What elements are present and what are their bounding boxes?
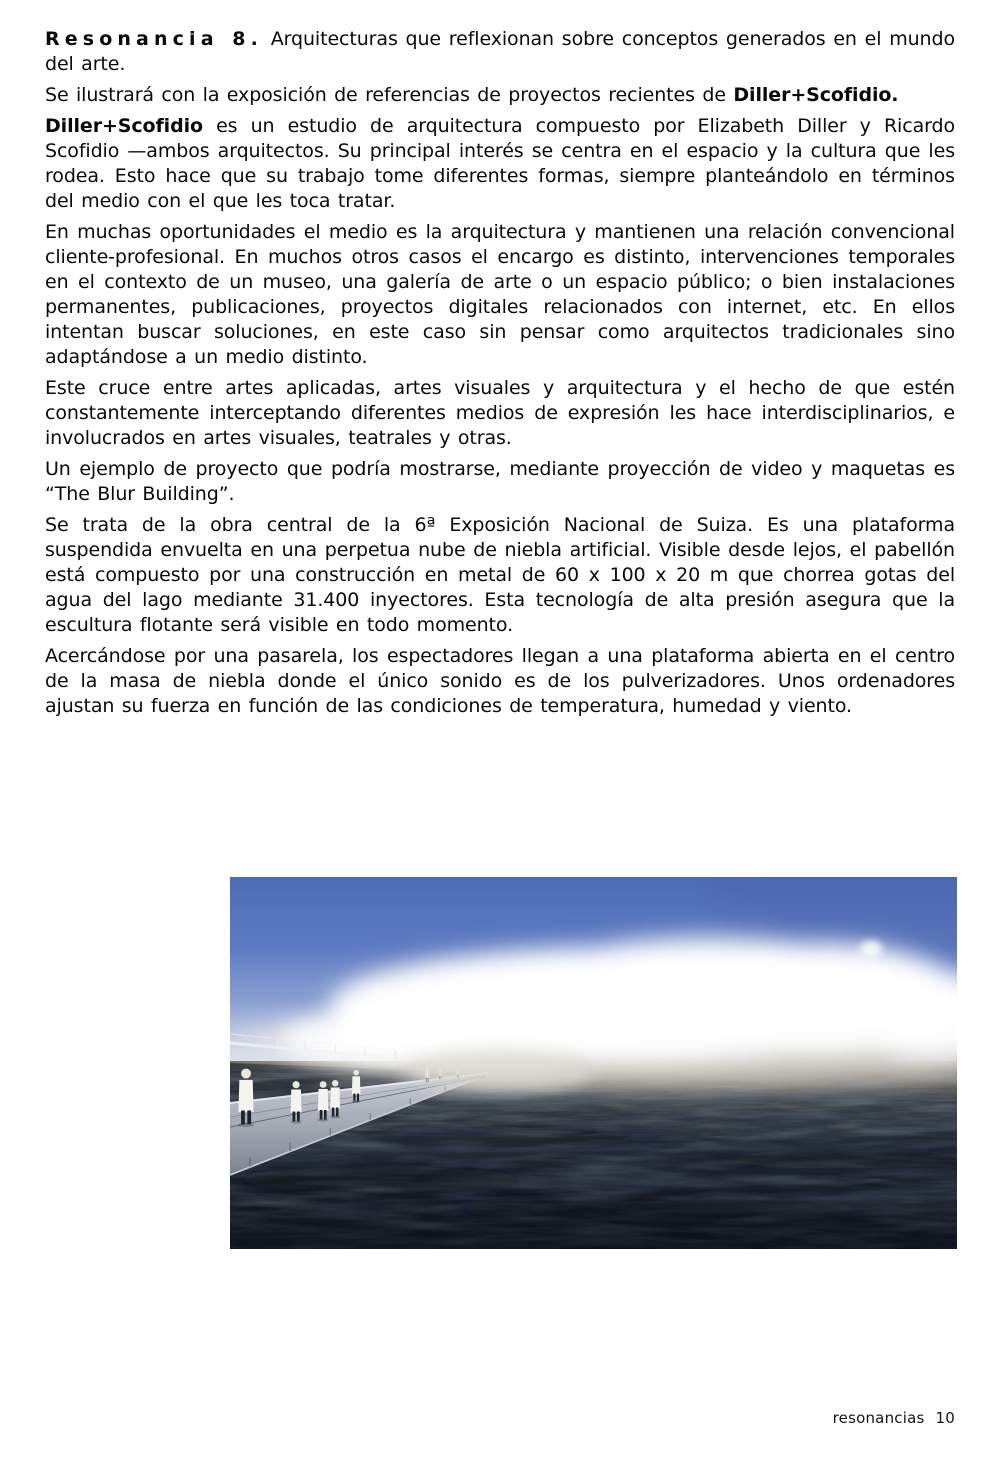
- paragraph-intro: Se ilustrará con la exposición de referencias de proyectos recientes de Diller+Scofidio.: [45, 84, 899, 106]
- paragraph-media: En muchas oportunidades el medio es la arquitectura y mantienen una relación convencional cliente-profesional. En muchos otros casos el encargo es distinto, intervenciones temporales en el contexto de un museo, una galería de arte o un espacio público; o bien instalaciones permanentes, publicaciones, proyectos digitales relacionados con internet, etc. En ellos intentan buscar soluciones, en este caso sin pensar como arquitectos tradicionales sino adaptándose a un medio distinto.: [45, 221, 955, 368]
- paragraph-pasarela: Acercándose por una pasarela, los espectadores llegan a una plataforma abierta en el centro de la masa de niebla donde el único sonido es de los pulverizadores. Unos ordenadores ajustan su fuerza en función de las condiciones de temperatura, humedad y viento.: [45, 645, 955, 717]
- section-title-rest: Arquitecturas que reflexionan sobre conceptos generados en el mundo del arte.: [45, 28, 955, 75]
- blur-building-illustration: [230, 877, 957, 1249]
- paragraph-studio: Diller+Scofidio es un estudio de arquitectura compuesto por Elizabeth Diller y Ricardo Scofidio —ambos arquitectos. Su principal interés se centra en el espacio y la cultura que les rodea. Esto hace que su trabajo tome diferentes formas, siempre planteándolo en términos del medio con el que les toca tratar.: [45, 115, 955, 212]
- studio-name: Diller+Scofidio.: [733, 84, 899, 106]
- section-title: Resonancia 8.: [45, 28, 263, 50]
- photo-vanishing-fog: [403, 1049, 593, 1093]
- footer-journal-name: resonancias: [832, 1409, 925, 1427]
- paragraph-example: Un ejemplo de proyecto que podría mostrarse, mediante proyección de video y maquetas es “The Blur Building”.: [45, 458, 955, 505]
- paragraph-crossover: Este cruce entre artes aplicadas, artes visuales y arquitectura y el hecho de que estén constantemente interceptando diferentes medios de expresión les hace interdisciplinarios, e involucrados en artes visuales, teatrales y otras.: [45, 377, 955, 449]
- studio-name: Diller+Scofidio: [45, 115, 203, 137]
- paragraph-title: [45, 27, 955, 77]
- page-footer: [833, 1409, 955, 1427]
- document-page: [0, 0, 1000, 719]
- paragraph-expo: Se trata de la obra central de la 6ª Exposición Nacional de Suiza. Es una plataforma suspendida envuelta en una perpetua nube de niebla artificial. Visible desde lejos, el pabellón está compuesto por una construcción en metal de 60 x 100 x 20 m que chorrea gotas del agua del lago mediante 31.400 inyectores. Esta tecnología de alta presión asegura que la escultura flotante será visible en todo momento.: [45, 514, 955, 636]
- photo-foreground-shadow: [230, 1197, 957, 1249]
- blur-building-photo: [230, 877, 957, 1249]
- footer-page-number: 10: [935, 1409, 955, 1427]
